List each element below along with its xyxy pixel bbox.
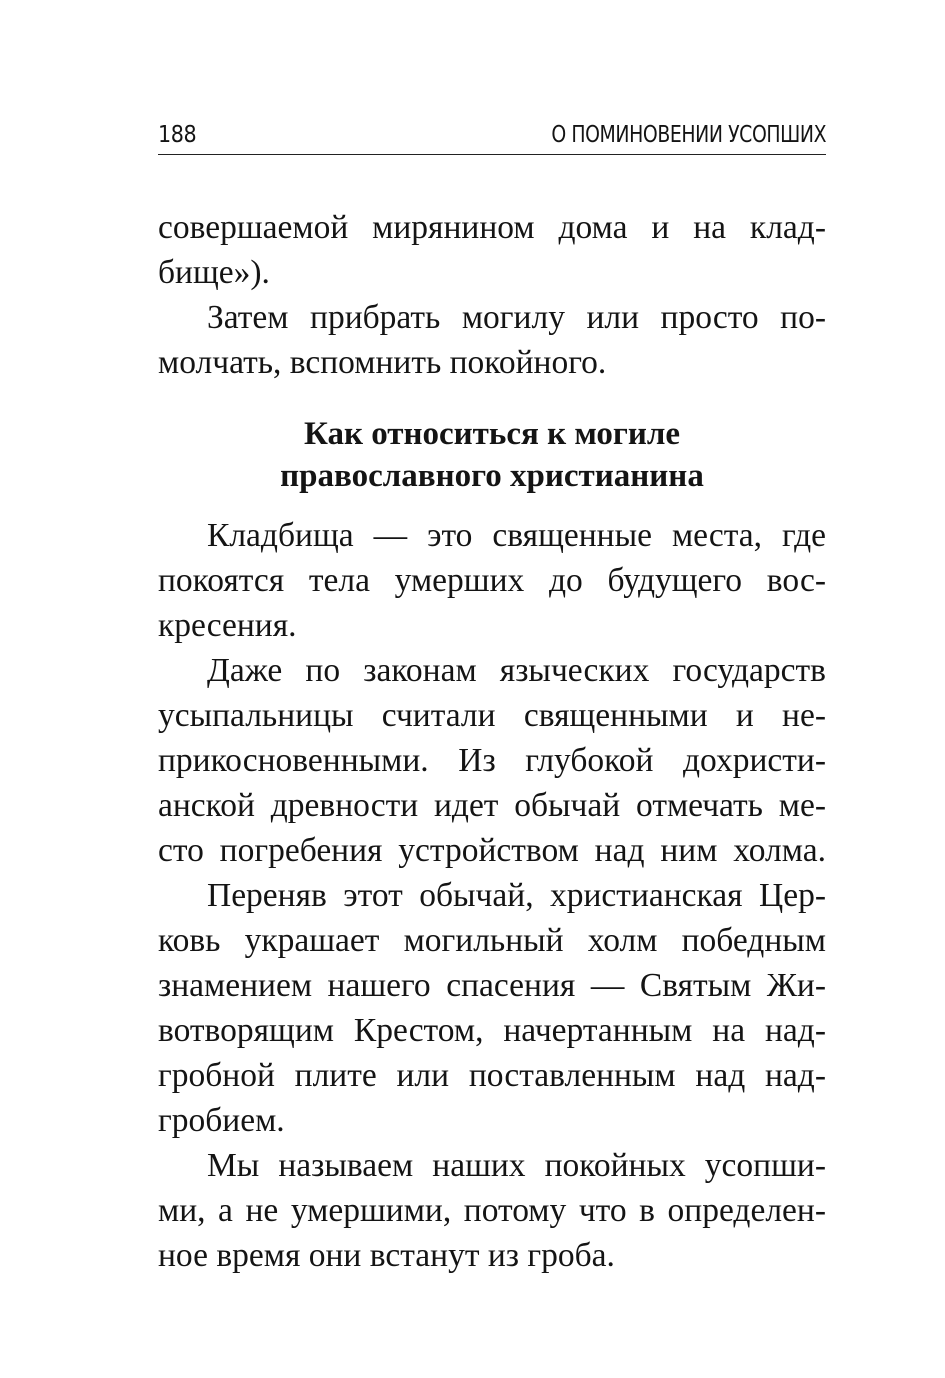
section-heading-line: православного христианина xyxy=(280,458,704,494)
body-text xyxy=(158,513,826,1278)
text-line: прикосновенными. Из глубокой дохристи- xyxy=(158,742,826,779)
text-line: ковь украшает могильный холм победным xyxy=(158,922,826,959)
text-line: ное время они встанут из гроба. xyxy=(158,1237,615,1274)
text-line: гробной плите или поставленным над над- xyxy=(158,1057,826,1094)
text-line: кресения. xyxy=(158,607,297,644)
text-line: молчать, вспомнить покойного. xyxy=(158,344,607,381)
text-line: знамением нашего спасения — Святым Жи- xyxy=(158,967,826,1004)
running-head xyxy=(158,120,826,155)
text-line: совершаемой мирянином дома и на клад- xyxy=(158,209,826,246)
text-line: гробием. xyxy=(158,1102,285,1139)
intro-text xyxy=(158,205,826,385)
text-line: Даже по законам языческих государств xyxy=(207,652,826,689)
text-line: вотворящим Крестом, начертанным на над- xyxy=(158,1012,826,1049)
text-line: ми, а не умершими, потому что в определен- xyxy=(158,1192,826,1229)
text-line: Кладбища — это священные места, где xyxy=(207,517,826,554)
text-line: сто погребения устройством над ним холма. xyxy=(158,832,826,869)
text-line: Затем прибрать могилу или просто по- xyxy=(207,299,826,336)
text-line: покоятся тела умерших до будущего вос- xyxy=(158,562,826,599)
text-line: усыпальницы считали священными и не- xyxy=(158,697,826,734)
section-heading-line: Как относиться к могиле xyxy=(303,416,681,452)
text-line: анской древности идет обычай отмечать ме- xyxy=(158,787,826,824)
text-line: Мы называем наших покойных усопши- xyxy=(207,1147,826,1184)
page-number: 188 xyxy=(158,122,197,148)
text-line: бище»). xyxy=(158,254,270,291)
text-line: Переняв этот обычай, христианская Цер- xyxy=(207,877,826,914)
section-heading xyxy=(158,413,826,497)
running-title: О ПОМИНОВЕНИИ УСОПШИХ xyxy=(551,122,826,148)
